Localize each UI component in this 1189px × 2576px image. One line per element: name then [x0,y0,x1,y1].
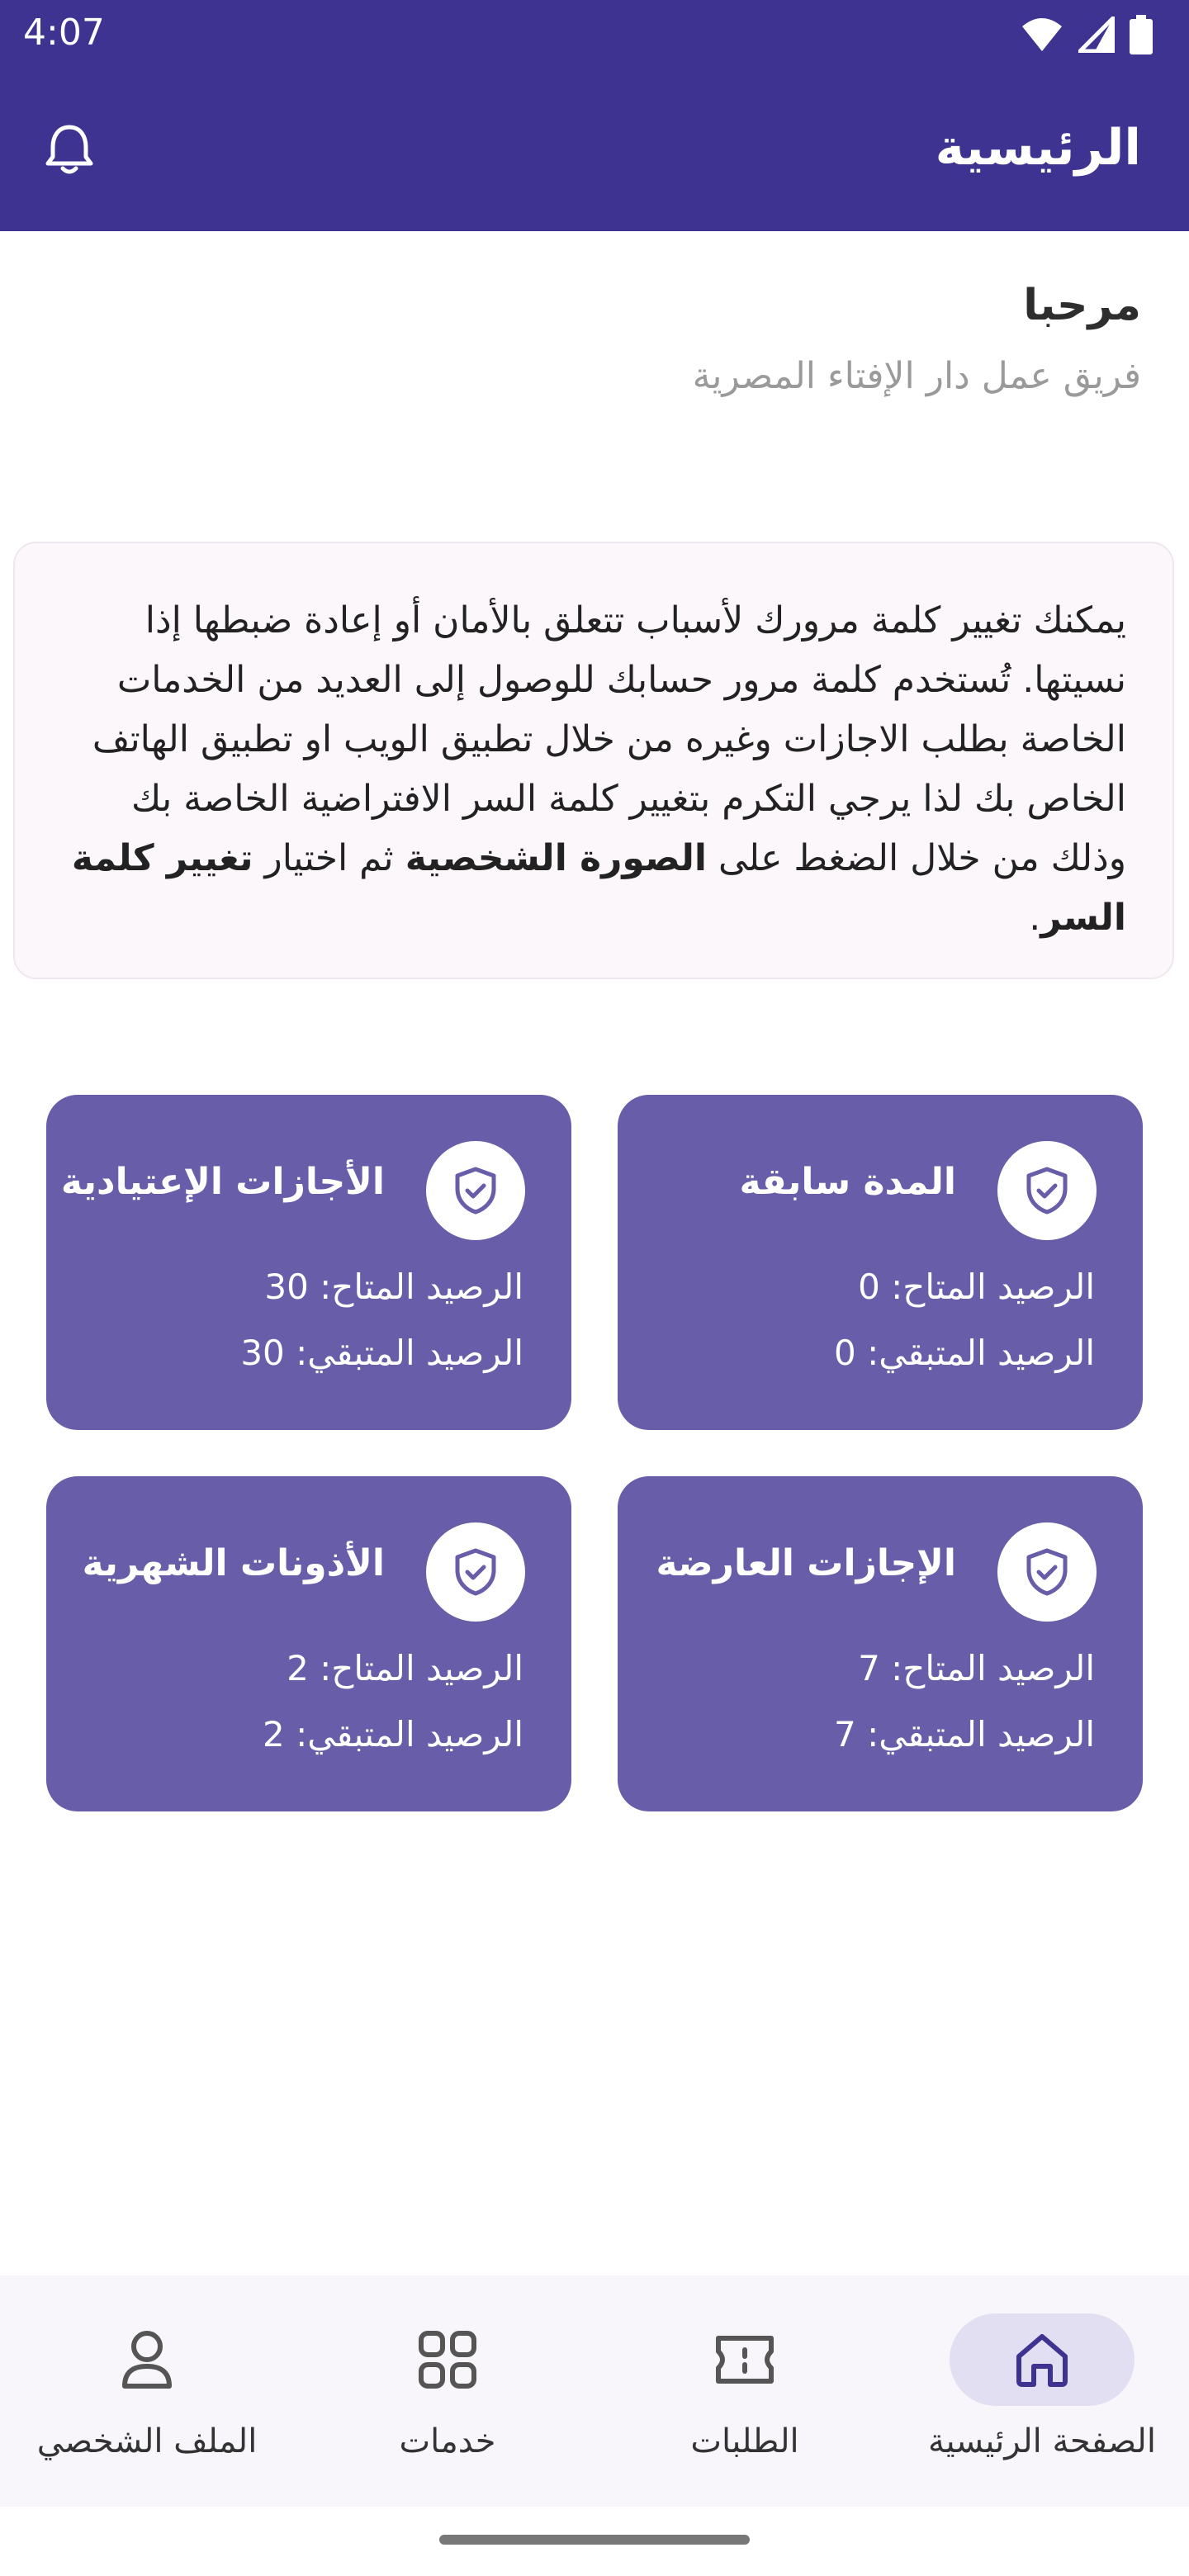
shield-check-icon [426,1522,525,1622]
nav-item-services[interactable] [324,2313,571,2460]
info-text-mid: ثم اختيار [264,837,394,879]
nav-pill [54,2313,239,2406]
wifi-icon [1021,17,1063,53]
shield-check-icon [426,1141,525,1240]
shield-check-icon [997,1522,1097,1622]
remaining-balance: الرصيد المتبقي: 7 [834,1714,1095,1754]
person-icon [118,2328,176,2391]
notification-bell-icon[interactable] [40,119,99,178]
battery-icon [1130,15,1153,54]
nav-label: خدمات [399,2422,496,2460]
nav-item-requests[interactable] [621,2313,869,2460]
home-icon [1011,2328,1073,2391]
leave-card-monthly-permissions[interactable] [46,1476,571,1811]
app-bar [0,73,1189,231]
leave-card-casual[interactable] [618,1476,1143,1811]
greeting-title: مرحبا [1023,281,1141,330]
nav-pill [652,2313,837,2406]
available-balance: الرصيد المتاح: 7 [858,1648,1095,1688]
available-balance: الرصيد المتاح: 0 [858,1267,1095,1307]
leave-card-previous-period[interactable] [618,1095,1143,1430]
greeting-subtitle: فريق عمل دار الإفتاء المصرية [692,355,1141,397]
info-bold-profile-photo: الصورة الشخصية [405,837,707,879]
signal-icon [1078,17,1115,53]
remaining-balance: الرصيد المتبقي: 30 [240,1333,523,1373]
nav-label: الصفحة الرئيسية [928,2422,1156,2460]
nav-pill-active [950,2313,1135,2406]
nav-item-home[interactable] [918,2313,1166,2460]
status-bar [0,0,1189,73]
card-title: الإجازات العارضة [656,1542,956,1584]
available-balance: الرصيد المتاح: 2 [287,1648,523,1688]
status-time: 4:07 [23,12,105,54]
nav-label: الطلبات [690,2422,799,2460]
card-title: الأذونات الشهرية [82,1542,385,1584]
info-bold-change-password: تغيير كلمة السر [71,837,1126,939]
home-indicator[interactable] [439,2535,750,2545]
nav-label: الملف الشخصي [36,2422,258,2460]
password-info-card [13,542,1174,979]
password-info-text [53,591,1126,948]
greeting [68,281,1141,397]
grid-icon [416,2328,479,2391]
info-text-main: يمكنك تغيير كلمة مرورك لأسباب تتعلق بالأمان أو إعادة ضبطها إذا نسيتها. تُستخدم كلمة مرور حسابك للوصول إلى العديد من الخدمات الخاصة بطلب الاجازات وغيره من خلال تطبيق الويب او تطبيق الهاتف الخاص بك لذا يرجي التكرم بتغيير كلمة السر الافتراضية الخاصة بك وذلك من خلال الضغط على [92,599,1126,879]
bottom-navigation [0,2275,1189,2507]
nav-pill [355,2313,540,2406]
remaining-balance: الرصيد المتبقي: 2 [263,1714,523,1754]
shield-check-icon [997,1141,1097,1240]
nav-item-profile[interactable] [23,2313,271,2460]
leave-card-regular[interactable] [46,1095,571,1430]
available-balance: الرصيد المتاح: 30 [264,1267,523,1307]
status-icons [1021,15,1153,54]
page-title: الرئيسية [935,119,1141,177]
card-title: الأجازات الإعتيادية [60,1161,385,1203]
remaining-balance: الرصيد المتبقي: 0 [834,1333,1095,1373]
ticket-icon [712,2330,778,2389]
card-title: المدة سابقة [739,1161,956,1203]
info-text-end: . [1029,897,1041,939]
